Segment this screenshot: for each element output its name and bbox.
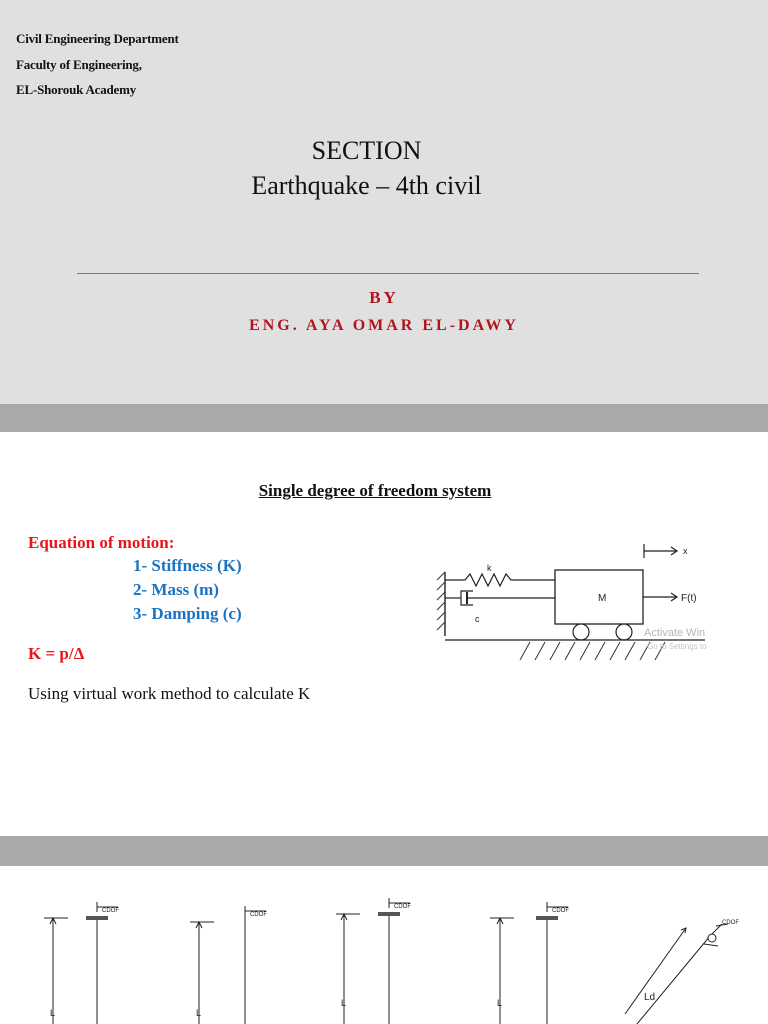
dof-label: CDOF [102, 908, 119, 914]
divider-line [77, 273, 699, 274]
faculty-line: Faculty of Engineering, [16, 57, 142, 72]
list-item-stiffness: 1- Stiffness (K) [133, 556, 242, 575]
inclined-length-label: Ld [644, 992, 656, 1003]
watermark-text: Activate Win [644, 627, 706, 639]
dof-label: CDOF [250, 912, 267, 918]
virtual-work-text: Using virtual work method to calculate K [28, 684, 311, 703]
slide-title: SECTION [311, 136, 422, 165]
cover-slide [0, 0, 768, 404]
by-label: BY [369, 288, 399, 307]
wheel [573, 624, 589, 640]
list-item-mass: 2- Mass (m) [133, 580, 219, 599]
dof-label: CDOF [722, 920, 739, 926]
length-label: L [196, 1008, 202, 1018]
slide-separator [0, 836, 768, 866]
slide-subtitle: Earthquake – 4th civil [251, 171, 482, 200]
frame-diagram-4 [490, 902, 569, 1024]
dof-label: CDOF [394, 904, 411, 910]
length-label: L [497, 998, 503, 1008]
damper-label: c [475, 614, 480, 624]
sdof-slide [0, 432, 768, 836]
sdof-diagram [425, 536, 725, 668]
frames-slide [0, 866, 768, 1024]
equation-title: Equation of motion: [28, 533, 175, 552]
section-heading: Single degree of freedom system [258, 481, 492, 500]
frames-diagram [0, 866, 768, 1024]
spring-symbol [445, 574, 555, 586]
length-label: L [50, 1008, 56, 1018]
academy-line: EL-Shorouk Academy [16, 82, 137, 97]
author-name: ENG. AYA OMAR EL-DAWY [249, 317, 519, 334]
slide-separator [0, 404, 768, 432]
spring-label: k [487, 563, 492, 573]
force-label: F(t) [681, 593, 697, 604]
frame-diagram-1 [44, 902, 119, 1024]
stiffness-formula: K = p/Δ [28, 644, 85, 663]
list-item-damping: 3- Damping (c) [133, 604, 242, 623]
mass-label: M [598, 593, 607, 604]
frame-diagram-5 [625, 920, 739, 1024]
displacement-label: x [683, 546, 688, 556]
watermark-subtext: Go to Settings to [647, 642, 707, 651]
length-label: L [341, 998, 347, 1008]
wheel [616, 624, 632, 640]
frame-diagram-2 [190, 906, 267, 1024]
department-line: Civil Engineering Department [16, 31, 179, 46]
dof-label: CDOF [552, 908, 569, 914]
frame-diagram-3 [336, 898, 411, 1024]
